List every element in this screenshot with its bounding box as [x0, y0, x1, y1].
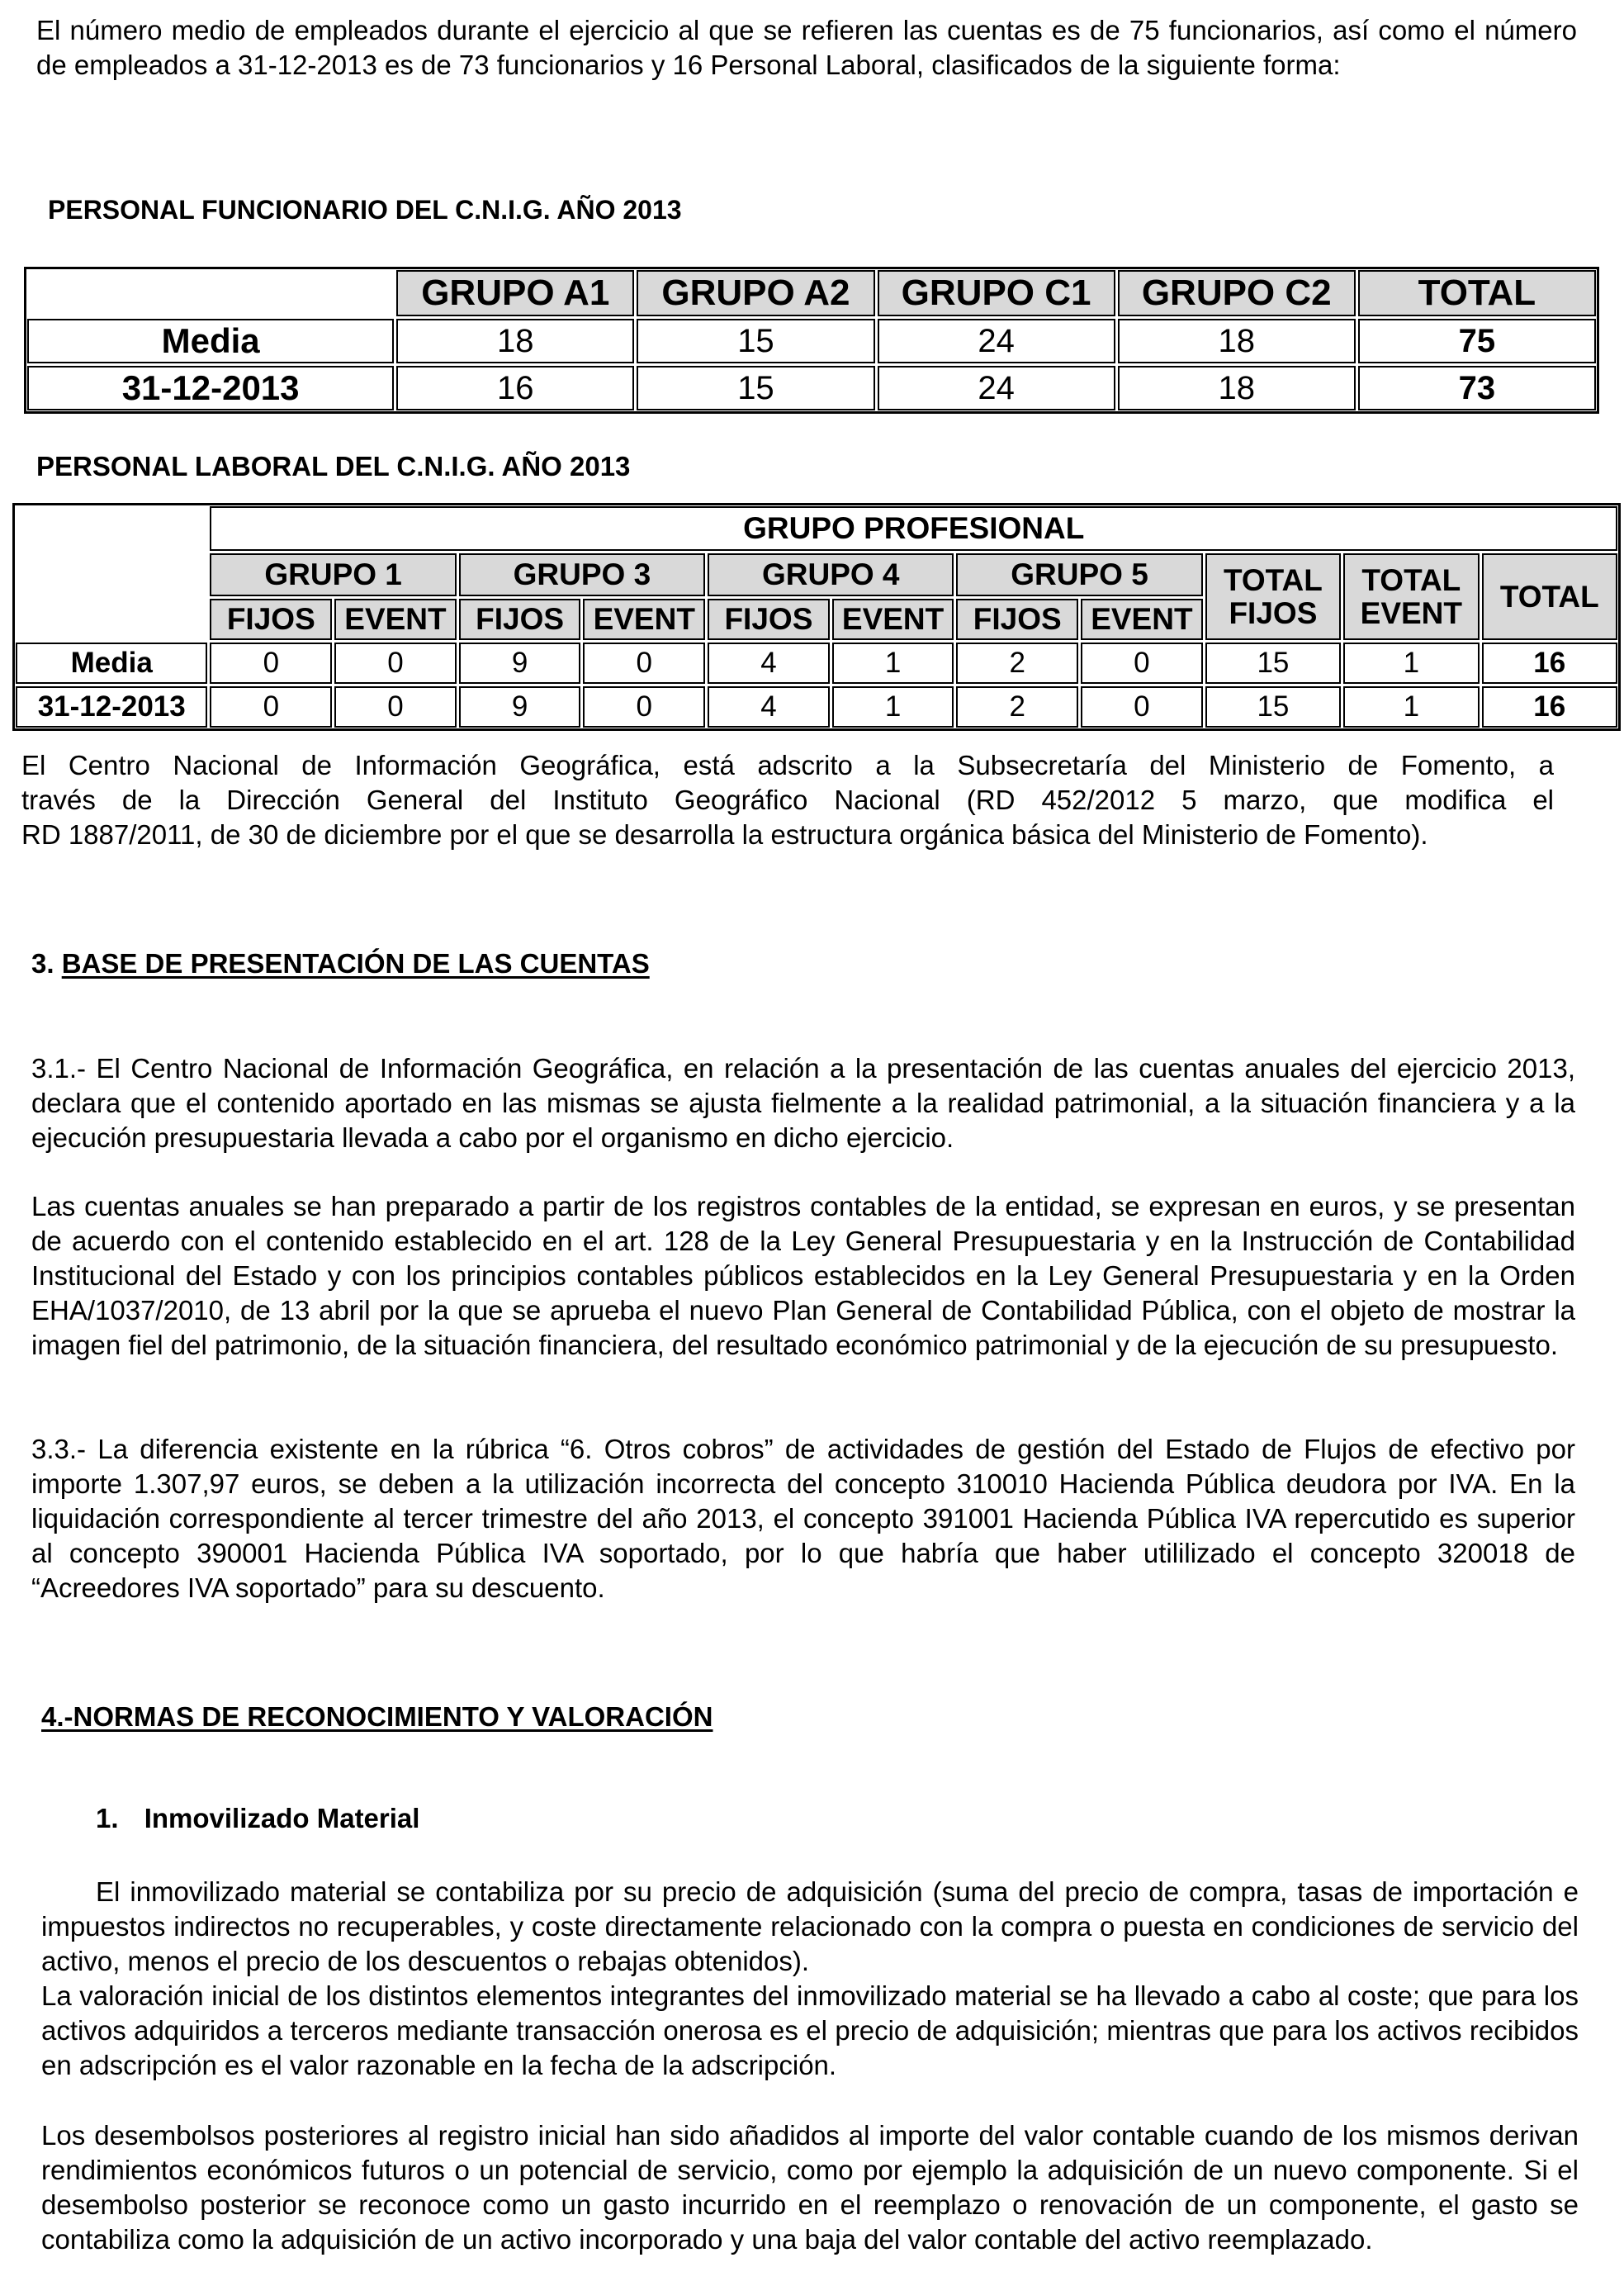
laboral-group-header-row	[16, 553, 1617, 596]
header-total: TOTAL	[1482, 553, 1617, 640]
header-event: EVENT	[832, 599, 954, 640]
header-fijos: FIJOS	[708, 599, 830, 640]
adscripcion-paragraph	[21, 748, 1554, 852]
table-cell-total: 16	[1482, 643, 1617, 684]
table-cell: 1	[832, 686, 954, 728]
header-fijos: FIJOS	[459, 599, 581, 640]
adscripcion-line-3: RD 1887/2011, de 30 de diciembre por el que se desarrolla la estructura orgánica básica del Ministerio de Fomento).	[21, 819, 1428, 850]
table-cell: 15	[637, 366, 874, 410]
header-total-fijos-line2: FIJOS	[1229, 595, 1318, 630]
table-cell: 2	[956, 643, 1078, 684]
section-4-heading: 4.-NORMAS DE RECONOCIMIENTO Y VALORACIÓN	[41, 1701, 713, 1732]
table-cell: 0	[1081, 686, 1203, 728]
table-cell: 0	[583, 643, 705, 684]
section-4-paragraph-3: Los desembolsos posteriores al registro inicial han sido añadidos al importe del valor contable cuando de los mismos derivan rendimientos económicos futuros o un potencial de servicio, como por ejemplo la adquisición de un nuevo componente. Si el desembolso posterior se reconoce como un gasto incurrido en el reemplazo o renovación de un componente, el gasto se contabiliza como la adquisición de un activo incorporado y una baja del valor contable del activo reemplazado.	[41, 2120, 1579, 2255]
table-row	[16, 686, 1617, 728]
table-cell: 18	[396, 319, 634, 363]
section-3-paragraph-2: Las cuentas anuales se han preparado a partir de los registros contables de la entidad, se expresan en euros, y se presentan de acuerdo con el contenido establecido en el art. 128 de la Ley General Presupuestaria y en la Instrucción de Contabilidad Institucional del Estado y con los principios contables públicos establecidos en la Ley General Presupuestaria y en la Orden EHA/1037/2010, de 13 abril por la que se aprueba el nuevo Plan General de Contabilidad Pública, con el objeto de mostrar la imagen fiel del patrimonio, de la situación financiera, del resultado económico patrimonial y de la ejecución de su presupuesto.	[31, 1191, 1575, 1360]
table-cell: 4	[708, 643, 830, 684]
table-row	[27, 319, 1596, 363]
header-event: EVENT	[334, 599, 457, 640]
table-cell: 0	[210, 643, 332, 684]
table-cell: 2	[956, 686, 1078, 728]
header-event: EVENT	[1081, 599, 1203, 640]
row-label: 31-12-2013	[16, 686, 207, 728]
header-grupo-3: GRUPO 3	[459, 553, 705, 596]
header-total-event-line2: EVENT	[1360, 595, 1462, 630]
table-row	[27, 366, 1596, 410]
section-3-paragraph-1: 3.1.- El Centro Nacional de Información Geográfica, en relación a la presentación de las cuentas anuales del ejercicio 2013, declara que el contenido aportado en las mismas se ajusta fielmente a la realidad patrimonial, a la situación financiera y a la ejecución presupuestaria llevada a cabo por el organismo en dicho ejercicio.	[31, 1053, 1575, 1153]
table-cell: 1	[1343, 686, 1479, 728]
table-cell: 15	[1205, 643, 1341, 684]
table-cell: 16	[396, 366, 634, 410]
table-cell: 0	[334, 686, 457, 728]
table-cell: 0	[583, 686, 705, 728]
table-cell: 24	[878, 366, 1115, 410]
header-total-fijos	[1205, 553, 1341, 640]
header-total-fijos-line1: TOTAL	[1223, 562, 1323, 597]
funcionario-table-title: PERSONAL FUNCIONARIO DEL C.N.I.G. AÑO 2013	[48, 195, 682, 225]
header-grupo-5: GRUPO 5	[956, 553, 1202, 596]
header-grupo-profesional: GRUPO PROFESIONAL	[210, 506, 1617, 551]
section-3-number: 3.	[31, 948, 62, 979]
adscripcion-line-2: través de la Dirección General del Instituto Geográfico Nacional (RD 452/2012 5 marzo, que modifica el	[21, 785, 1554, 815]
section-3-paragraph-3: 3.3.- La diferencia existente en la rúbrica “6. Otros cobros” de actividades de gestión del Estado de Flujos de efectivo por importe 1.307,97 euros, se deben a la utilización incorrecta del concepto 310010 Hacienda Pública deudora por IVA. En la liquidación correspondiente al tercer trimestre del año 2013, el concepto 391001 Hacienda Pública IVA repercutido es superior al concepto 390001 Hacienda Pública IVA soportado, por lo que habría que haber utililizado el concepto 320018 de “Acreedores IVA soportado” para su descuento.	[31, 1434, 1575, 1603]
header-event: EVENT	[583, 599, 705, 640]
table-cell: 0	[334, 643, 457, 684]
row-label: 31-12-2013	[27, 366, 394, 410]
header-fijos: FIJOS	[956, 599, 1078, 640]
subsection-number: 1.	[96, 1803, 119, 1833]
table-cell: 9	[459, 643, 581, 684]
table-row	[16, 643, 1617, 684]
header-fijos: FIJOS	[210, 599, 332, 640]
table-cell: 0	[1081, 643, 1203, 684]
funcionario-table	[25, 268, 1598, 413]
table-cell-total: 16	[1482, 686, 1617, 728]
table-cell: 9	[459, 686, 581, 728]
laboral-table-title: PERSONAL LABORAL DEL C.N.I.G. AÑO 2013	[36, 451, 631, 481]
subsection-title: Inmovilizado Material	[144, 1803, 420, 1833]
table-cell: 18	[1118, 319, 1356, 363]
table-cell: 1	[1343, 643, 1479, 684]
subsection-inmovilizado-heading	[96, 1803, 419, 1834]
table-cell: 24	[878, 319, 1115, 363]
table-cell: 15	[1205, 686, 1341, 728]
intro-paragraph: El número medio de empleados durante el ejercicio al que se refieren las cuentas es de 75 funcionarios, así como el número de empleados a 31-12-2013 es de 73 funcionarios y 16 Personal Laboral, clasificados de la siguiente forma:	[36, 15, 1577, 80]
header-total-event-line1: TOTAL	[1361, 562, 1461, 597]
adscripcion-line-1: El Centro Nacional de Información Geográfica, está adscrito a la Subsecretaría del Ministerio de Fomento, a	[21, 750, 1554, 780]
header-total-event	[1343, 553, 1479, 640]
row-label: Media	[27, 319, 394, 363]
laboral-super-header-row	[16, 506, 1617, 551]
section-3-heading	[31, 948, 650, 979]
header-grupo-a1: GRUPO A1	[396, 270, 634, 316]
laboral-table	[13, 504, 1620, 730]
header-grupo-a2: GRUPO A2	[637, 270, 874, 316]
header-total: TOTAL	[1358, 270, 1596, 316]
section-3-title: BASE DE PRESENTACIÓN DE LAS CUENTAS	[61, 948, 650, 979]
header-grupo-4: GRUPO 4	[708, 553, 954, 596]
funcionario-header-row	[27, 270, 1596, 316]
table-cell: 18	[1118, 366, 1356, 410]
table-cell: 1	[832, 643, 954, 684]
table-cell: 0	[210, 686, 332, 728]
table-cell-total: 75	[1358, 319, 1596, 363]
table-cell: 15	[637, 319, 874, 363]
row-label: Media	[16, 643, 207, 684]
header-grupo-c2: GRUPO C2	[1118, 270, 1356, 316]
table-cell-total: 73	[1358, 366, 1596, 410]
section-4-paragraph-1: El inmovilizado material se contabiliza por su precio de adquisición (suma del precio de compra, tasas de importación e impuestos indirectos no recuperables, y coste directamente relacionado con la compra o puesta en condiciones de servicio del activo, menos el precio de los descuentos o rebajas obtenidos).	[41, 1876, 1579, 1976]
header-grupo-1: GRUPO 1	[210, 553, 456, 596]
table-cell: 4	[708, 686, 830, 728]
section-4-paragraph-2: La valoración inicial de los distintos elementos integrantes del inmovilizado material se ha llevado a cabo al coste; que para los activos adquiridos a terceros mediante transacción onerosa es el precio de adquisición; mientras que para los activos recibidos en adscripción es el valor razonable en la fecha de la adscripción.	[41, 1980, 1579, 2080]
header-grupo-c1: GRUPO C1	[878, 270, 1115, 316]
